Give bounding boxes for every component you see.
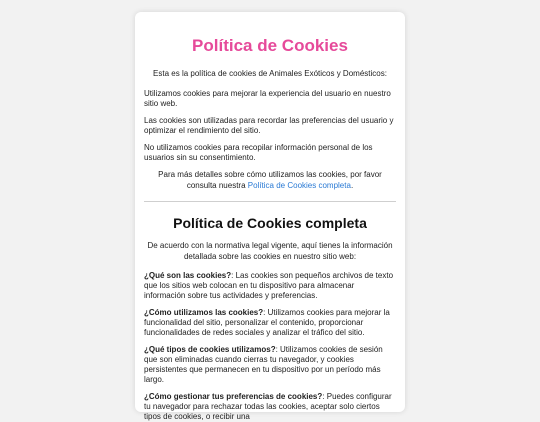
faq-question: ¿Qué son las cookies?: [144, 271, 232, 280]
page-title: Política de Cookies: [192, 36, 348, 55]
more-details-label: Para más detalles sobre cómo utilizamos las cookies, por favor consulta nuestra: [158, 170, 382, 190]
full-policy-title: Política de Cookies completa: [173, 215, 367, 231]
policy-point: Utilizamos cookies para mejorar la experiencia del usuario en nuestro sitio web.: [144, 89, 391, 108]
full-policy-link[interactable]: Política de Cookies completa: [247, 180, 351, 190]
cookie-policy-card: [135, 12, 405, 421]
faq-answer: : Las cookies son pequeños archivos de texto que los sitios web colocan en tu dispositivo para almacenar información sobre tus actividades y preferencias.: [144, 271, 394, 300]
faq-question: ¿Cómo gestionar tus preferencias de cookies?: [144, 392, 323, 401]
policy-intro: Esta es la política de cookies de Animales Exóticos y Domésticos:: [153, 69, 387, 78]
policy-point: No utilizamos cookies para recopilar información personal de los usuarios sin su consentimiento.: [144, 143, 373, 162]
faq-answer: : Puedes configurar tu navegador para rechazar todas las cookies, aceptar solo ciertos tipos de cookies, o recibir una: [144, 392, 392, 421]
faq-answer: : Utilizamos cookies para mejorar la funcionalidad del sitio, personalizar el contenido, proporcionar funcionalidades de redes sociales y analizar el tráfico del sitio.: [144, 308, 390, 337]
full-policy-intro: De acuerdo con la normativa legal vigente, aquí tienes la información detallada sobre las cookies en nuestro sitio web:: [147, 241, 393, 261]
faq-item: [144, 345, 396, 385]
more-details-suffix: .: [350, 180, 354, 190]
faq-question: ¿Cómo utilizamos las cookies?: [144, 308, 264, 317]
faq-item: [144, 392, 396, 422]
faq-item: [144, 271, 396, 301]
more-details-text: [144, 170, 396, 191]
faq-question: ¿Qué tipos de cookies utilizamos?: [144, 345, 276, 354]
faq-item: [144, 308, 396, 338]
faq-answer: : Utilizamos cookies de sesión que son eliminadas cuando cierras tu navegador, y cookies persistentes que permanecen en tu dispositivo por un período más largo.: [144, 345, 383, 384]
policy-point: Las cookies son utilizadas para recordar las preferencias del usuario y optimizar el rendimiento del sitio.: [144, 116, 394, 135]
section-divider: [144, 201, 396, 202]
